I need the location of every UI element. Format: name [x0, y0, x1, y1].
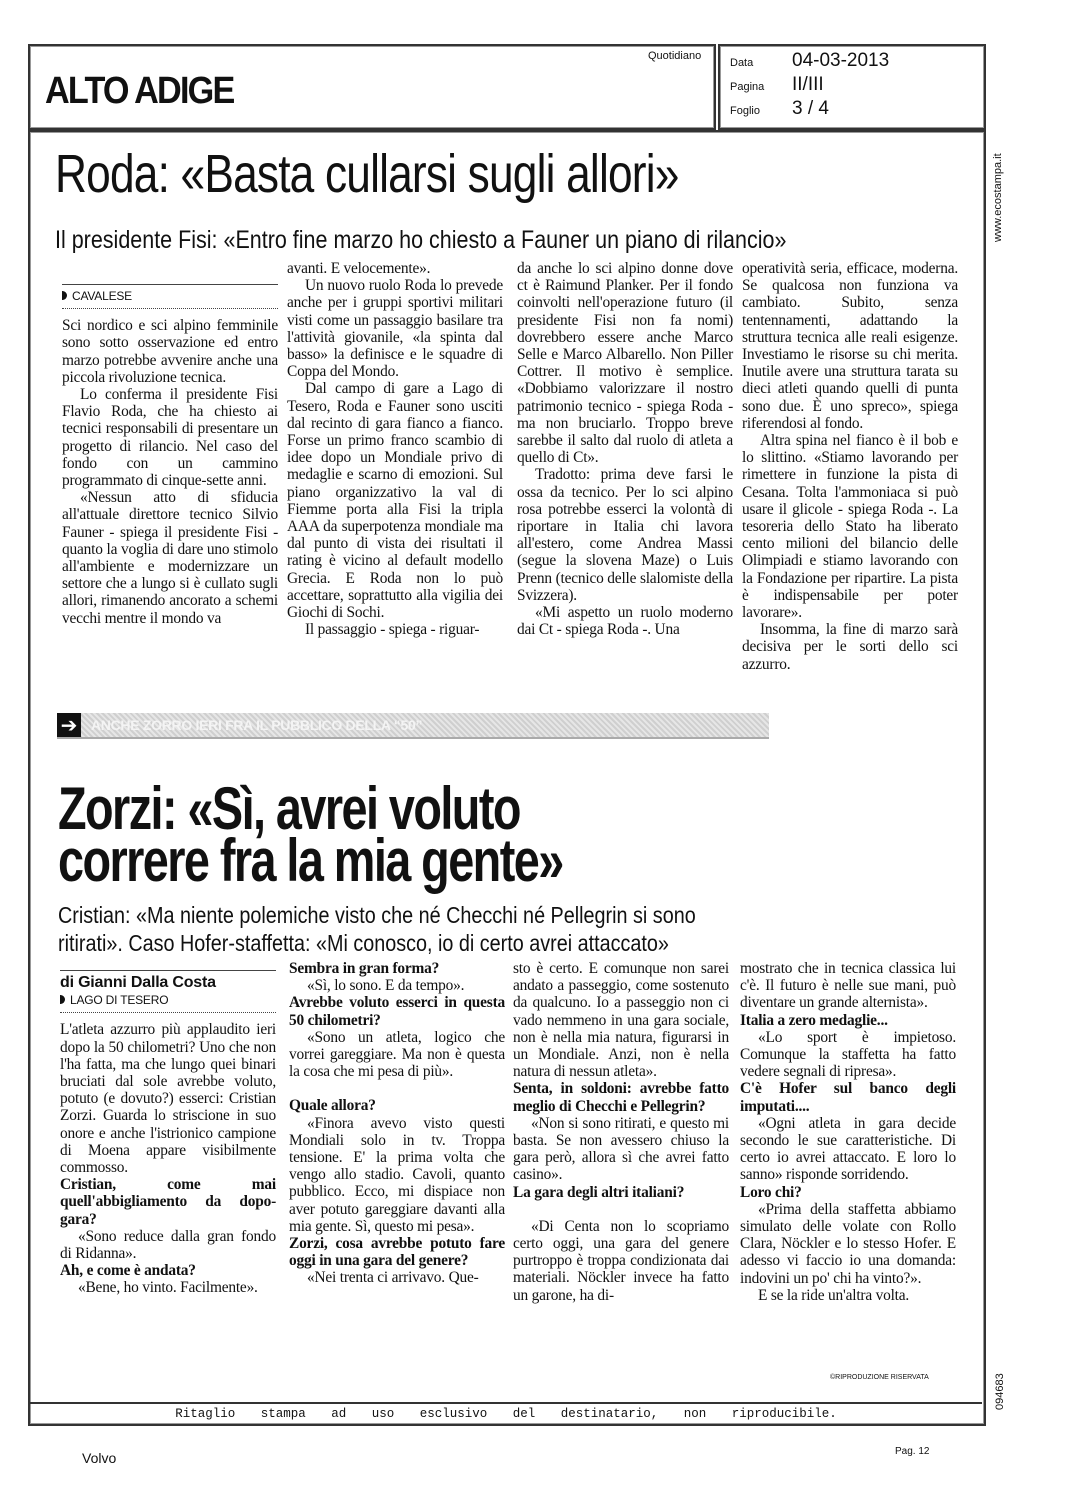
paragraph: da anche lo sci alpino donne dove ct è Raimund Planker. Per il fondo coinvolti nell'operazione futuro (il presidente Fisi non fa nomi) dovrebbero essere anche Marco Selle e Marco Albarello. Non Piller Cottrer. Il motivo è semplice. «Dobbiamo valorizzare il nostro patrimonio tecnico - spiega Roda - ma non bruciarlo. Troppo breve sarebbe il salto dal ruolo di atleta a quello di Ct».	[517, 260, 733, 467]
interview-question: Avrebbe voluto esserci in questa 50 chilometri?	[289, 994, 505, 1029]
article1-column-1	[62, 284, 278, 627]
interview-question: Zorzi, cosa avrebbe potuto fare oggi in una gara del genere?	[289, 1235, 505, 1270]
paragraph: avanti. E velocemente».	[287, 260, 431, 277]
paragraph: «Sono un atleta, logico che vorrei gareggiare. Ma non è questa la cosa che mi pesa di più».	[289, 1028, 505, 1081]
paragraph: operatività seria, efficace, moderna. Se qualcosa non funziona va cambiato. Subito, senza tentennamenti, adattando la struttura tecnica alle reali esigenze. Investiamo le risorse su chi merita. Inutile avere una struttura tarata su dieci atleti quando quelli di punta sono due. È uno spreco», spiega riferendosi al fondo.	[742, 260, 958, 432]
paragraph: L'atleta azzurro più applaudito ieri dopo la 50 chilometri? Uno che non l'ha fatta, ma che lungo quei binari bruciati dal sole avrebbe voluto, potuto (e dovuto?) esserci: Cristian Zorzi. Guarda lo striscione in suo onore e anche l'istrionico campione di Moena appare visibilmente commosso.	[60, 1021, 276, 1177]
article2-column-2	[289, 960, 505, 1287]
article2-column-1	[60, 970, 276, 1297]
clipping-notice: Ritaglio stampa ad uso esclusivo del destinatario, non riproducibile.	[175, 1407, 837, 1421]
interview-question: Senta, in soldoni: avrebbe fatto meglio di Checchi e Pellegrin?	[513, 1080, 729, 1115]
article2-column-3	[513, 960, 729, 1304]
bullet-icon	[60, 995, 65, 1004]
paragraph: Lo conferma il presidente Fisi Flavio Roda, che ha chiesto ai tecnici responsabili di presentare un progetto di rilancio. Nel caso del fondo con un cammino programmato di cinque-sette anni.	[62, 386, 278, 490]
sheet-label: Foglio	[730, 105, 760, 117]
article2-kicker	[57, 713, 769, 739]
article2-subtitle-line1: Cristian: «Ma niente polemiche visto che né Checchi né Pellegrin si sono	[58, 902, 696, 928]
paragraph: «Nessun atto di sfiducia all'attuale direttore tecnico Silvio Fauner - spiega il presidente Fisi - quanto la voglia di dare uno stimolo all'ambiente e modernizzare un settore che a lungo si è cullato sugli allori, rimanendo ancorato a schemi vecchi mentre il mondo va	[62, 489, 278, 627]
client-name: Volvo	[82, 1450, 117, 1466]
paragraph: «Non si sono ritirati, e questo mi basta. Se non avessero chiuso la gara però, allora sì che avrei fatto casino».	[513, 1114, 729, 1184]
interview-question: C'è Hofer sul banco degli imputati....	[740, 1080, 956, 1115]
paragraph: «Nei trenta ci arrivavo. Que-	[307, 1269, 479, 1287]
date-value: 04-03-2013	[792, 50, 890, 71]
paragraph: Dal campo di gare a Lago di Tesero, Roda e Fauner sono usciti dal recinto di gara fianco a fianco. Forse un primo franco scambio di idee dopo un Mondiale privo di medaglie e scarno di emozioni. Sul piano organizzativo la val di Fiemme porta alla Fisi la tripla AAA da superpotenza mondiale ma dal punto di vista dei risultati il rating è vicino al default modello Grecia. E Roda non lo può accettare, soprattutto alla vigilia dei Giochi di Sochi.	[287, 380, 503, 622]
website-label: www.ecostampa.it	[992, 153, 1004, 242]
interview-question: Sembra in gran forma?	[289, 960, 440, 977]
article2-location-text: LAGO DI TESERO	[70, 993, 169, 1008]
interview-question: La gara degli altri italiani?	[513, 1183, 685, 1201]
article1-title: Roda: «Basta cullarsi sugli allori»	[55, 144, 679, 204]
page-label: Pagina	[730, 81, 765, 93]
clipping-code: 094683	[994, 1373, 1006, 1410]
paragraph: Il passaggio - spiega - riguar-	[305, 621, 480, 639]
article2-location	[60, 991, 276, 1013]
interview-question: Ah, e come è andata?	[60, 1262, 196, 1280]
paragraph: «Lo sport è impietoso. Comunque la staffetta ha fatto vedere segnali di ripresa».	[740, 1028, 956, 1081]
sheet-value: 3 / 4	[792, 98, 829, 119]
paragraph: «Di Centa non lo scopriamo certo oggi, una gara del genere purtroppo è troppa condizionata dai materiali. Nöckler invece ha fatto un garone, ha di-	[513, 1217, 729, 1304]
article2-column-4	[740, 960, 956, 1304]
article1-column-4	[742, 260, 958, 673]
article2-subtitle-line2: ritirati». Caso Hofer-staffetta: «Mi conosco, io di certo avrei attaccato»	[58, 930, 669, 956]
interview-question: Loro chi?	[740, 1183, 802, 1201]
article1-location	[62, 284, 278, 309]
newspaper-masthead: ALTO ADIGE	[45, 70, 234, 112]
article1-column-2	[287, 260, 503, 638]
article1-location-text: CAVALESE	[72, 289, 132, 303]
date-label: Data	[730, 57, 754, 69]
article2-kicker-text: ANCHE ZORRO IERI FRA IL PUBBLICO DELLA “50”	[91, 717, 423, 733]
paragraph: «Bene, ho vinto. Facilmente».	[78, 1279, 258, 1297]
page-number: Pag. 12	[895, 1446, 930, 1457]
paragraph: Altra spina nel fianco è il bob e lo slittino. «Stiamo lavorando per rimettere in funzione la pista di Cesana. Tolta l'ammoniaca si può usare il glicole - spiega Roda -. La tesoreria dello Stato ha liberato cento milioni del bilancio delle Olimpiadi e stiamo lavorando con la Fondazione per ripartire. La pista è indispensabile per poter lavorare».	[742, 432, 958, 622]
paragraph: Tradotto: prima deve farsi le ossa da tecnico. Per lo sci alpino rosa potrebbe esserci la volontà di riportare in Italia chi lavora all'estero, come Andrea Massi (segue la slovena Maze) o Luis Prenn (tecnico delle slalomiste della Svizzera).	[517, 466, 733, 604]
paragraph: E se la ride un'altra volta.	[758, 1286, 910, 1304]
paragraph: Insomma, la fine di marzo sarà decisiva per le sorti dello sci azzurro.	[742, 621, 958, 673]
paragraph: «Sono reduce dalla gran fondo di Ridanna».	[60, 1227, 276, 1263]
paragraph: «Prima della staffetta abbiamo simulato delle volate con Rollo Clara, Nöckler e lo stesso Hofer. E adesso vi faccio io una domanda: indovini un po' chi ha vinto?».	[740, 1200, 956, 1287]
interview-question: Italia a zero medaglie...	[740, 1011, 888, 1029]
article2-title-line2: correre fra la mia gente»	[58, 827, 563, 894]
article1-subtitle: Il presidente Fisi: «Entro fine marzo ho chiesto a Fauner un piano di rilancio»	[55, 226, 787, 254]
footer-divider	[30, 1402, 982, 1404]
paragraph: «Mi aspetto un ruolo moderno dai Ct - spiega Roda -. Una	[517, 604, 733, 639]
paragraph: sto è certo. E comunque non sarei andato a passeggio, come sostenuto da qualcuno. Io a passeggio non ci vado nemmeno in una gara sociale, non è nella mia natura, figurarsi in un Mondiale. Anzi, non è nella natura di nessun atleta».	[513, 960, 729, 1081]
periodicity-label: Quotidiano	[648, 50, 702, 62]
paragraph: «Sì, lo sono. E da tempo».	[307, 977, 465, 995]
article1-column-3	[517, 260, 733, 638]
page-value: II/III	[792, 74, 824, 95]
interview-question: Cristian, come mai quell'abbigliamento da dopo-gara?	[60, 1176, 276, 1228]
paragraph: mostrato che in tecnica classica lui c'è. Il futuro è nelle sue mani, può diventare un grande alternista».	[740, 960, 956, 1012]
paragraph: Sci nordico e sci alpino femminile sono sotto osservazione ed entro marzo potrebbe avvenire anche una piccola rivoluzione tecnica.	[62, 317, 278, 386]
article2-byline: di Gianni Dalla Costa	[60, 970, 276, 991]
interview-question: Quale allora?	[289, 1097, 376, 1115]
copyright-note: ©RIPRODUZIONE RISERVATA	[830, 1374, 929, 1381]
bullet-icon	[62, 291, 67, 300]
paragraph: «Ogni atleta in gara decide secondo le sue caratteristiche. Di certo io avrei attaccato. E loro lo sanno» risponde sorridendo.	[740, 1114, 956, 1184]
paragraph: «Finora avevo visto questi Mondiali solo in tv. Troppa tensione. E' la prima volta che vengo allo stadio. Cavoli, quanto pubblico. Ecco, mi dispiace non aver potuto gareggiare davanti alla mia gente. Sì, questo mi pesa».	[289, 1114, 505, 1235]
article2-title-line1: Zorzi: «Sì, avrei voluto	[58, 775, 520, 842]
paragraph: Un nuovo ruolo Roda lo prevede anche per i gruppi sportivi militari visti come un passaggio basilare tra l'attività giovanile, «la spinta dal basso» la definisce e le squadre di Coppa del Mondo.	[287, 277, 503, 381]
arrow-right-icon: ➔	[57, 713, 81, 737]
